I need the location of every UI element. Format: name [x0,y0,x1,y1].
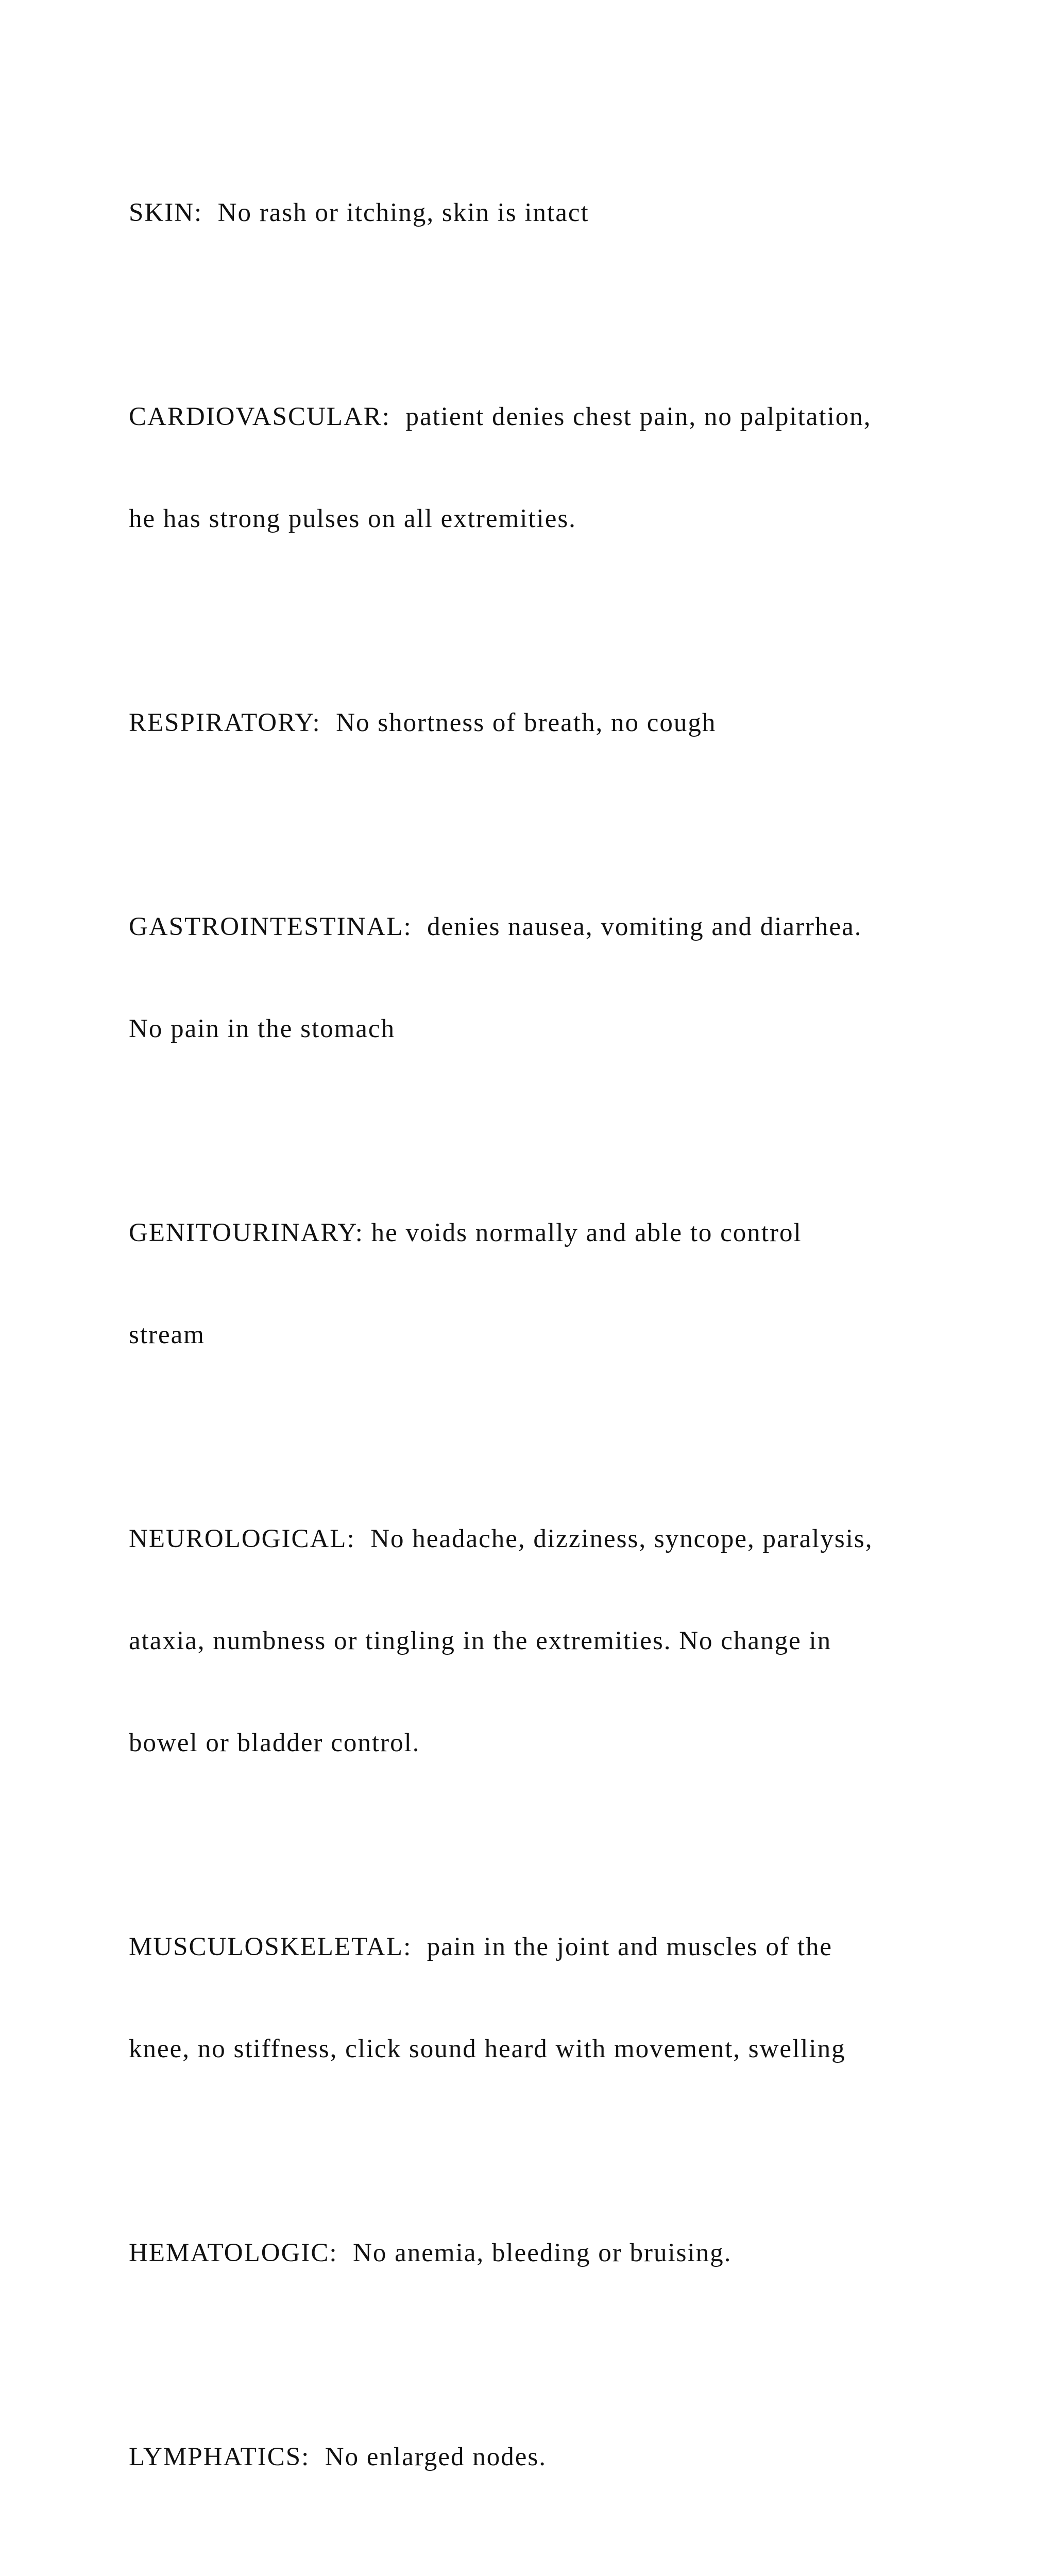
text-line: HEMATOLOGIC: No anemia, bleeding or bruising. [129,2239,732,2267]
document-body [129,128,953,2576]
text-line: NEUROLOGICAL: No headache, dizziness, syncope, paralysis, [129,1524,873,1553]
text-line: RESPIRATORY: No shortness of breath, no cough [129,708,717,737]
ros-hematologic [129,2168,953,2338]
ros-musculoskeletal [129,1862,953,2134]
ros-lymphatics [129,2372,953,2542]
ros-cardiovascular [129,332,953,604]
text-line: SKIN: No rash or itching, skin is intact [129,198,589,227]
text-line: LYMPHATICS: No enlarged nodes. [129,2443,547,2471]
ros-skin [129,128,953,298]
text-line: he has strong pulses on all extremities. [129,504,576,533]
text-line: GENITOURINARY: he voids normally and able to control [129,1218,802,1247]
text-line: No pain in the stomach [129,1014,396,1043]
ros-neurological [129,1454,953,1828]
ros-genitourinary [129,1148,953,1420]
text-line: CARDIOVASCULAR: patient denies chest pain, no palpitation, [129,402,872,431]
text-line: ataxia, numbness or tingling in the extremities. No change in [129,1626,832,1655]
text-line: bowel or bladder control. [129,1728,420,1757]
text-line: GASTROINTESTINAL: denies nausea, vomiting and diarrhea. [129,912,862,941]
ros-gastrointestinal [129,842,953,1114]
text-line: knee, no stiffness, click sound heard with movement, swelling [129,2035,846,2063]
text-line: stream [129,1320,205,1349]
text-line: MUSCULOSKELETAL: pain in the joint and muscles of the [129,1933,833,1961]
ros-respiratory [129,638,953,808]
